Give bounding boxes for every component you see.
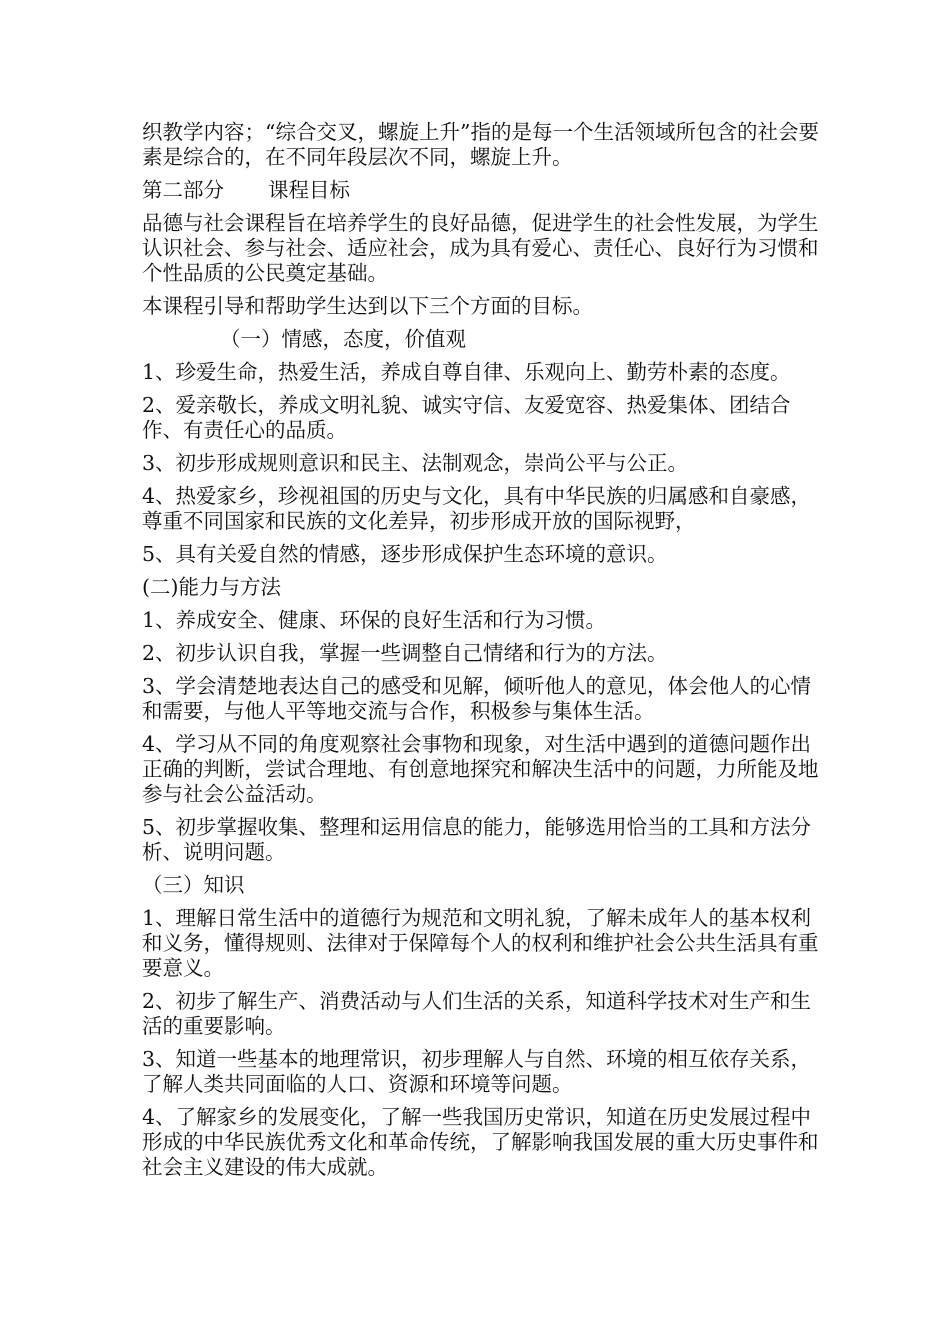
list-item: 3、学会清楚地表达自己的感受和见解，倾听他人的意见，体会他人的心情和需要，与他人平等地交流与合作，积极参与集体生活。 — [142, 674, 812, 723]
list-item: 3、初步形成规则意识和民主、法制观念，崇尚公平与公正。 — [142, 451, 689, 475]
list-item: 1、珍爱生命，热爱生活，养成自尊自律、乐观向上、勤劳朴素的态度。 — [142, 360, 791, 384]
section-part-label: 第二部分 — [142, 178, 224, 202]
list-item: 3、知道一些基本的地理常识，初步理解人与自然、环境的相互依存关系，了解人类共同面临的人口、资源和环境等问题。 — [142, 1047, 812, 1096]
section-title: 课程目标 — [268, 178, 350, 202]
paragraph-three-goals: 本课程引导和帮助学生达到以下三个方面的目标。 — [142, 294, 593, 318]
list-item: 5、具有关爱自然的情感，逐步形成保护生态环境的意识。 — [142, 542, 668, 566]
document-page — [142, 120, 822, 1188]
subsection-title-knowledge: （三）知识 — [142, 873, 245, 897]
list-item: 4、了解家乡的发展变化，了解一些我国历史常识，知道在历史发展过程中形成的中华民族优秀文化和革命传统，了解影响我国发展的重大历史事件和社会主义建设的伟大成就。 — [142, 1105, 819, 1179]
section-heading — [142, 178, 822, 203]
subsection-title-ability: (二)能力与方法 — [142, 575, 281, 599]
list-item: 4、热爱家乡，珍视祖国的历史与文化，具有中华民族的归属感和自豪感，尊重不同国家和民族的文化差异，初步形成开放的国际视野， — [142, 484, 812, 533]
list-item: 4、学习从不同的角度观察社会事物和现象，对生活中遇到的道德问题作出正确的判断，尝试合理地、有创意地探究和解决生活中的问题，力所能及地参与社会公益活动。 — [142, 732, 819, 806]
list-item: 5、初步掌握收集、整理和运用信息的能力，能够选用恰当的工具和方法分析、说明问题。 — [142, 815, 812, 864]
paragraph-course-aim: 品德与社会课程旨在培养学生的良好品德，促进学生的社会性发展，为学生认识社会、参与社会、适应社会，成为具有爱心、责任心、良好行为习惯和个性品质的公民奠定基础。 — [142, 211, 819, 285]
list-item: 1、养成安全、健康、环保的良好生活和行为习惯。 — [142, 608, 607, 632]
list-item: 2、初步了解生产、消费活动与人们生活的关系，知道科学技术对生产和生活的重要影响。 — [142, 989, 812, 1038]
list-item: 1、理解日常生活中的道德行为规范和文明礼貌，了解未成年人的基本权利和义务，懂得规则、法律对于保障每个人的权利和维护社会公共生活具有重要意义。 — [142, 906, 819, 980]
list-item: 2、初步认识自我，掌握一些调整自己情绪和行为的方法。 — [142, 641, 668, 665]
subsection-title-emotion: （一）情感，态度，价值观 — [220, 327, 466, 351]
paragraph-intro-continuation: 织教学内容；“综合交叉，螺旋上升”指的是每一个生活领域所包含的社会要素是综合的，在不同年段层次不同，螺旋上升。 — [142, 120, 819, 169]
list-item: 2、爱亲敬长，养成文明礼貌、诚实守信、友爱宽容、热爱集体、团结合作、有责任心的品质。 — [142, 393, 791, 442]
